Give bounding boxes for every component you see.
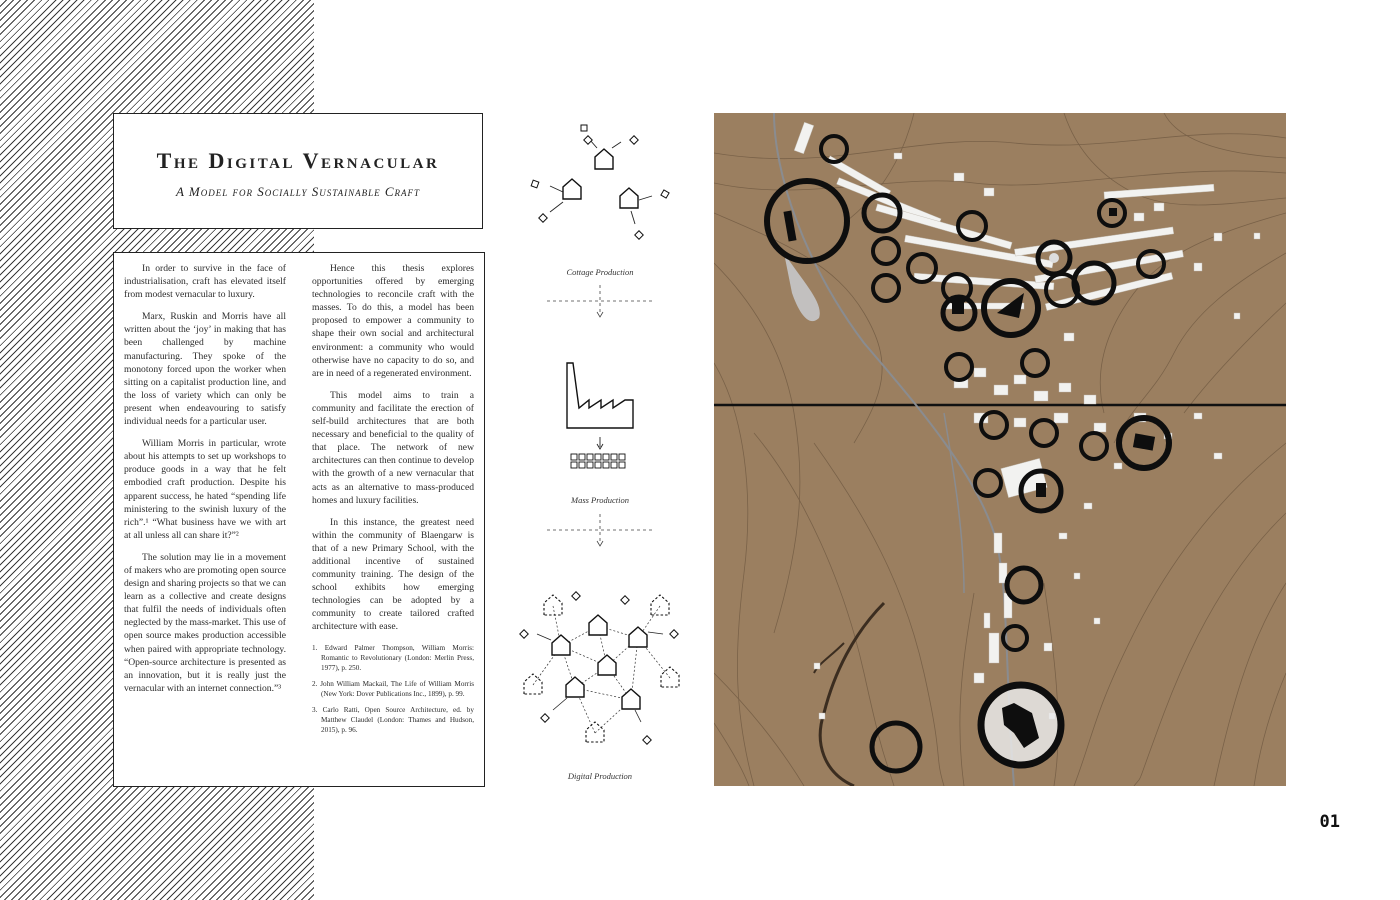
page-subtitle: A Model for Socially Sustainable Craft — [175, 184, 421, 199]
digital-production-network-icon — [520, 592, 679, 744]
mass-production-label: Mass Production — [570, 495, 630, 505]
site-model-photo — [714, 113, 1286, 786]
paragraph: This model aims to train a community and facilitate the erection of self-build architectures that are both necessary and beneficial to the quality of that place. The network of new architectures can then continue to develop with the growth of a new vernacular that acts as an alternative to mass-produced homes and luxury facilities. — [312, 389, 474, 506]
factory-icon — [567, 363, 633, 428]
paragraph: The solution may lie in a movement of makers who are promoting open source design and sharing projects so that we can learn as a collective and create designs that fulfil the needs of individuals often neglected by the mass-market. This use of open source makes production accessible when paired with appropriate technology. “Open-source architecture is presented as an innovation, but it is really just the vernacular with an internet connection.”³ — [124, 551, 286, 694]
production-diagram — [515, 110, 685, 800]
site-model-illustration — [714, 113, 1286, 786]
cottage-production-label: Cottage Production — [566, 267, 634, 277]
body-text-box — [113, 252, 485, 787]
paragraph: William Morris in particular, wrote about his attempts to set up workshops to produce goods in a way that he felt embodied craft production. Despite his apparent success, he hated “spending life ministering to the swinish luxury of the rich”.¹ “What business have we with art at all unless all can share it?”² — [124, 438, 286, 541]
footnote: 1. Edward Palmer Thompson, William Morris: Romantic to Revolutionary (London: Merlin Press, 1977), p. 250. — [312, 643, 474, 672]
paragraph: Hence this thesis explores opportunities offered by emerging technologies to reconcile craft with the masses. To do this, a model has been proposed to empower a community to shape their own social and architectural environment: a community who would otherwise have no capacity to do so, and are in need of a regenerated environment. — [312, 263, 474, 379]
text-column-left — [124, 262, 286, 704]
paragraph: Marx, Ruskin and Morris have all written about the ‘joy’ in making that has been challenged by machine manufacturing. They spoke of the monotony forced upon the worker when sitting on a capitalist production line, and the loss of variety which can only be present when endeavouring to satisfy individual needs for a particular user. — [124, 311, 286, 428]
transition-arrow — [547, 514, 655, 544]
production-diagram-svg — [515, 110, 685, 800]
page-number: 01 — [1319, 812, 1340, 832]
paragraph: In this instance, the greatest need within the community of Blaengarw is that of a new Primary School, with the additional incentive of sustained community training. The design of the school exhibits how emerging technologies can be adopted by a community to create tailored crafted architecture with ease. — [312, 516, 474, 633]
transition-arrow — [547, 285, 655, 315]
mass-product-grid-icon — [571, 454, 625, 468]
digital-production-label: Digital Production — [567, 771, 633, 781]
cottage-production-icon — [531, 125, 669, 239]
footnote: 2. John William Mackail, The Life of William Morris (New York: Dover Publications Inc., 1899), p. 99. — [312, 679, 474, 698]
page-title: The Digital Vernacular — [156, 148, 440, 173]
paragraph: In order to survive in the face of industrialisation, craft has elevated itself from modest vernacular to luxury. — [124, 263, 286, 301]
text-column-right — [312, 262, 474, 741]
footnote: 3. Carlo Ratti, Open Source Architecture, ed. by Matthew Claudel (London: Thames and Hudson, 2015), p. 96. — [312, 705, 474, 734]
title-box — [113, 113, 483, 229]
footnotes — [312, 643, 474, 735]
